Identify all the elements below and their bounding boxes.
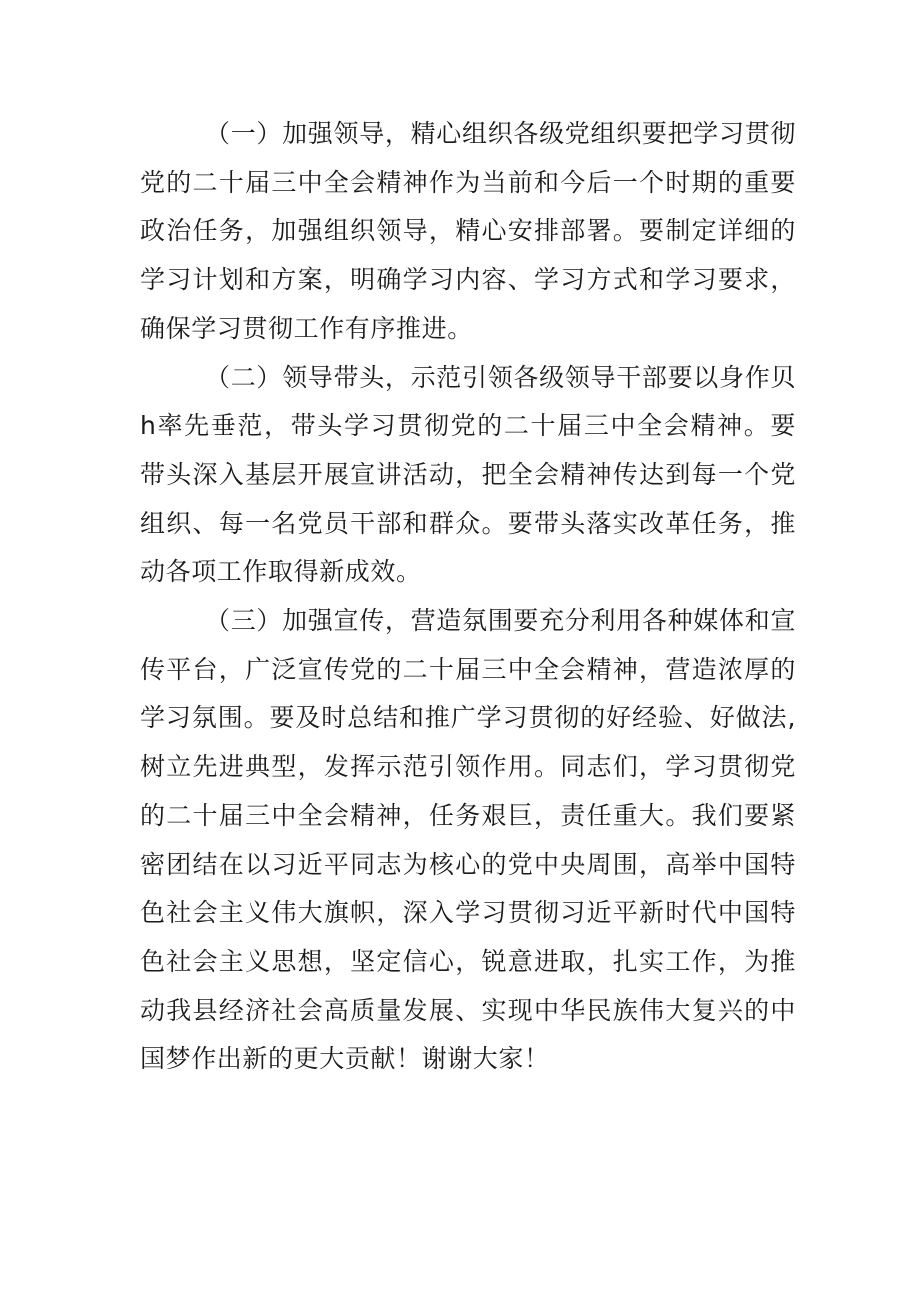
paragraph-leadership: （一）加强领导，精心组织各级党组织要把学习贯彻党的二十届三中全会精神作为当前和今后一个时期的重要政治任务，加强组织领导，精心安排部署。要制定详细的学习计划和方案，明确学习内容、学习方式和学习要求，确保学习贯彻工作有序推进。 xyxy=(140,119,796,343)
paragraph-lead-by-example: （二）领导带头，示范引领各级领导干部要以身作贝h率先垂范，带头学习贯彻党的二十届三中全会精神。要带头深入基层开展宣讲活动，把全会精神传达到每一个党组织、每一名党员干部和群众。要带头落实改革任务，推动各项工作取得新成效。 xyxy=(140,362,796,587)
paragraph-publicity: （三）加强宣传，营造氛围要充分利用各种媒体和宣传平台，广泛宣传党的二十届三中全会精神，营造浓厚的学习氛围。要及时总结和推广学习贯彻的好经验、好做法,树立先进典型，发挥示范引领作用。同志们，学习贯彻党的二十届三中全会精神，任务艰巨，责任重大。我们要紧密团结在以习近平同志为核心的党中央周围，高举中国特色社会主义伟大旗帜，深入学习贯彻习近平新时代中国特色社会主义思想，坚定信心，锐意进取，扎实工作，为推动我县经济社会高质量发展、实现中华民族伟大复兴的中国梦作出新的更大贡献！谢谢大家！ xyxy=(140,606,796,1074)
document-body xyxy=(140,110,796,1084)
